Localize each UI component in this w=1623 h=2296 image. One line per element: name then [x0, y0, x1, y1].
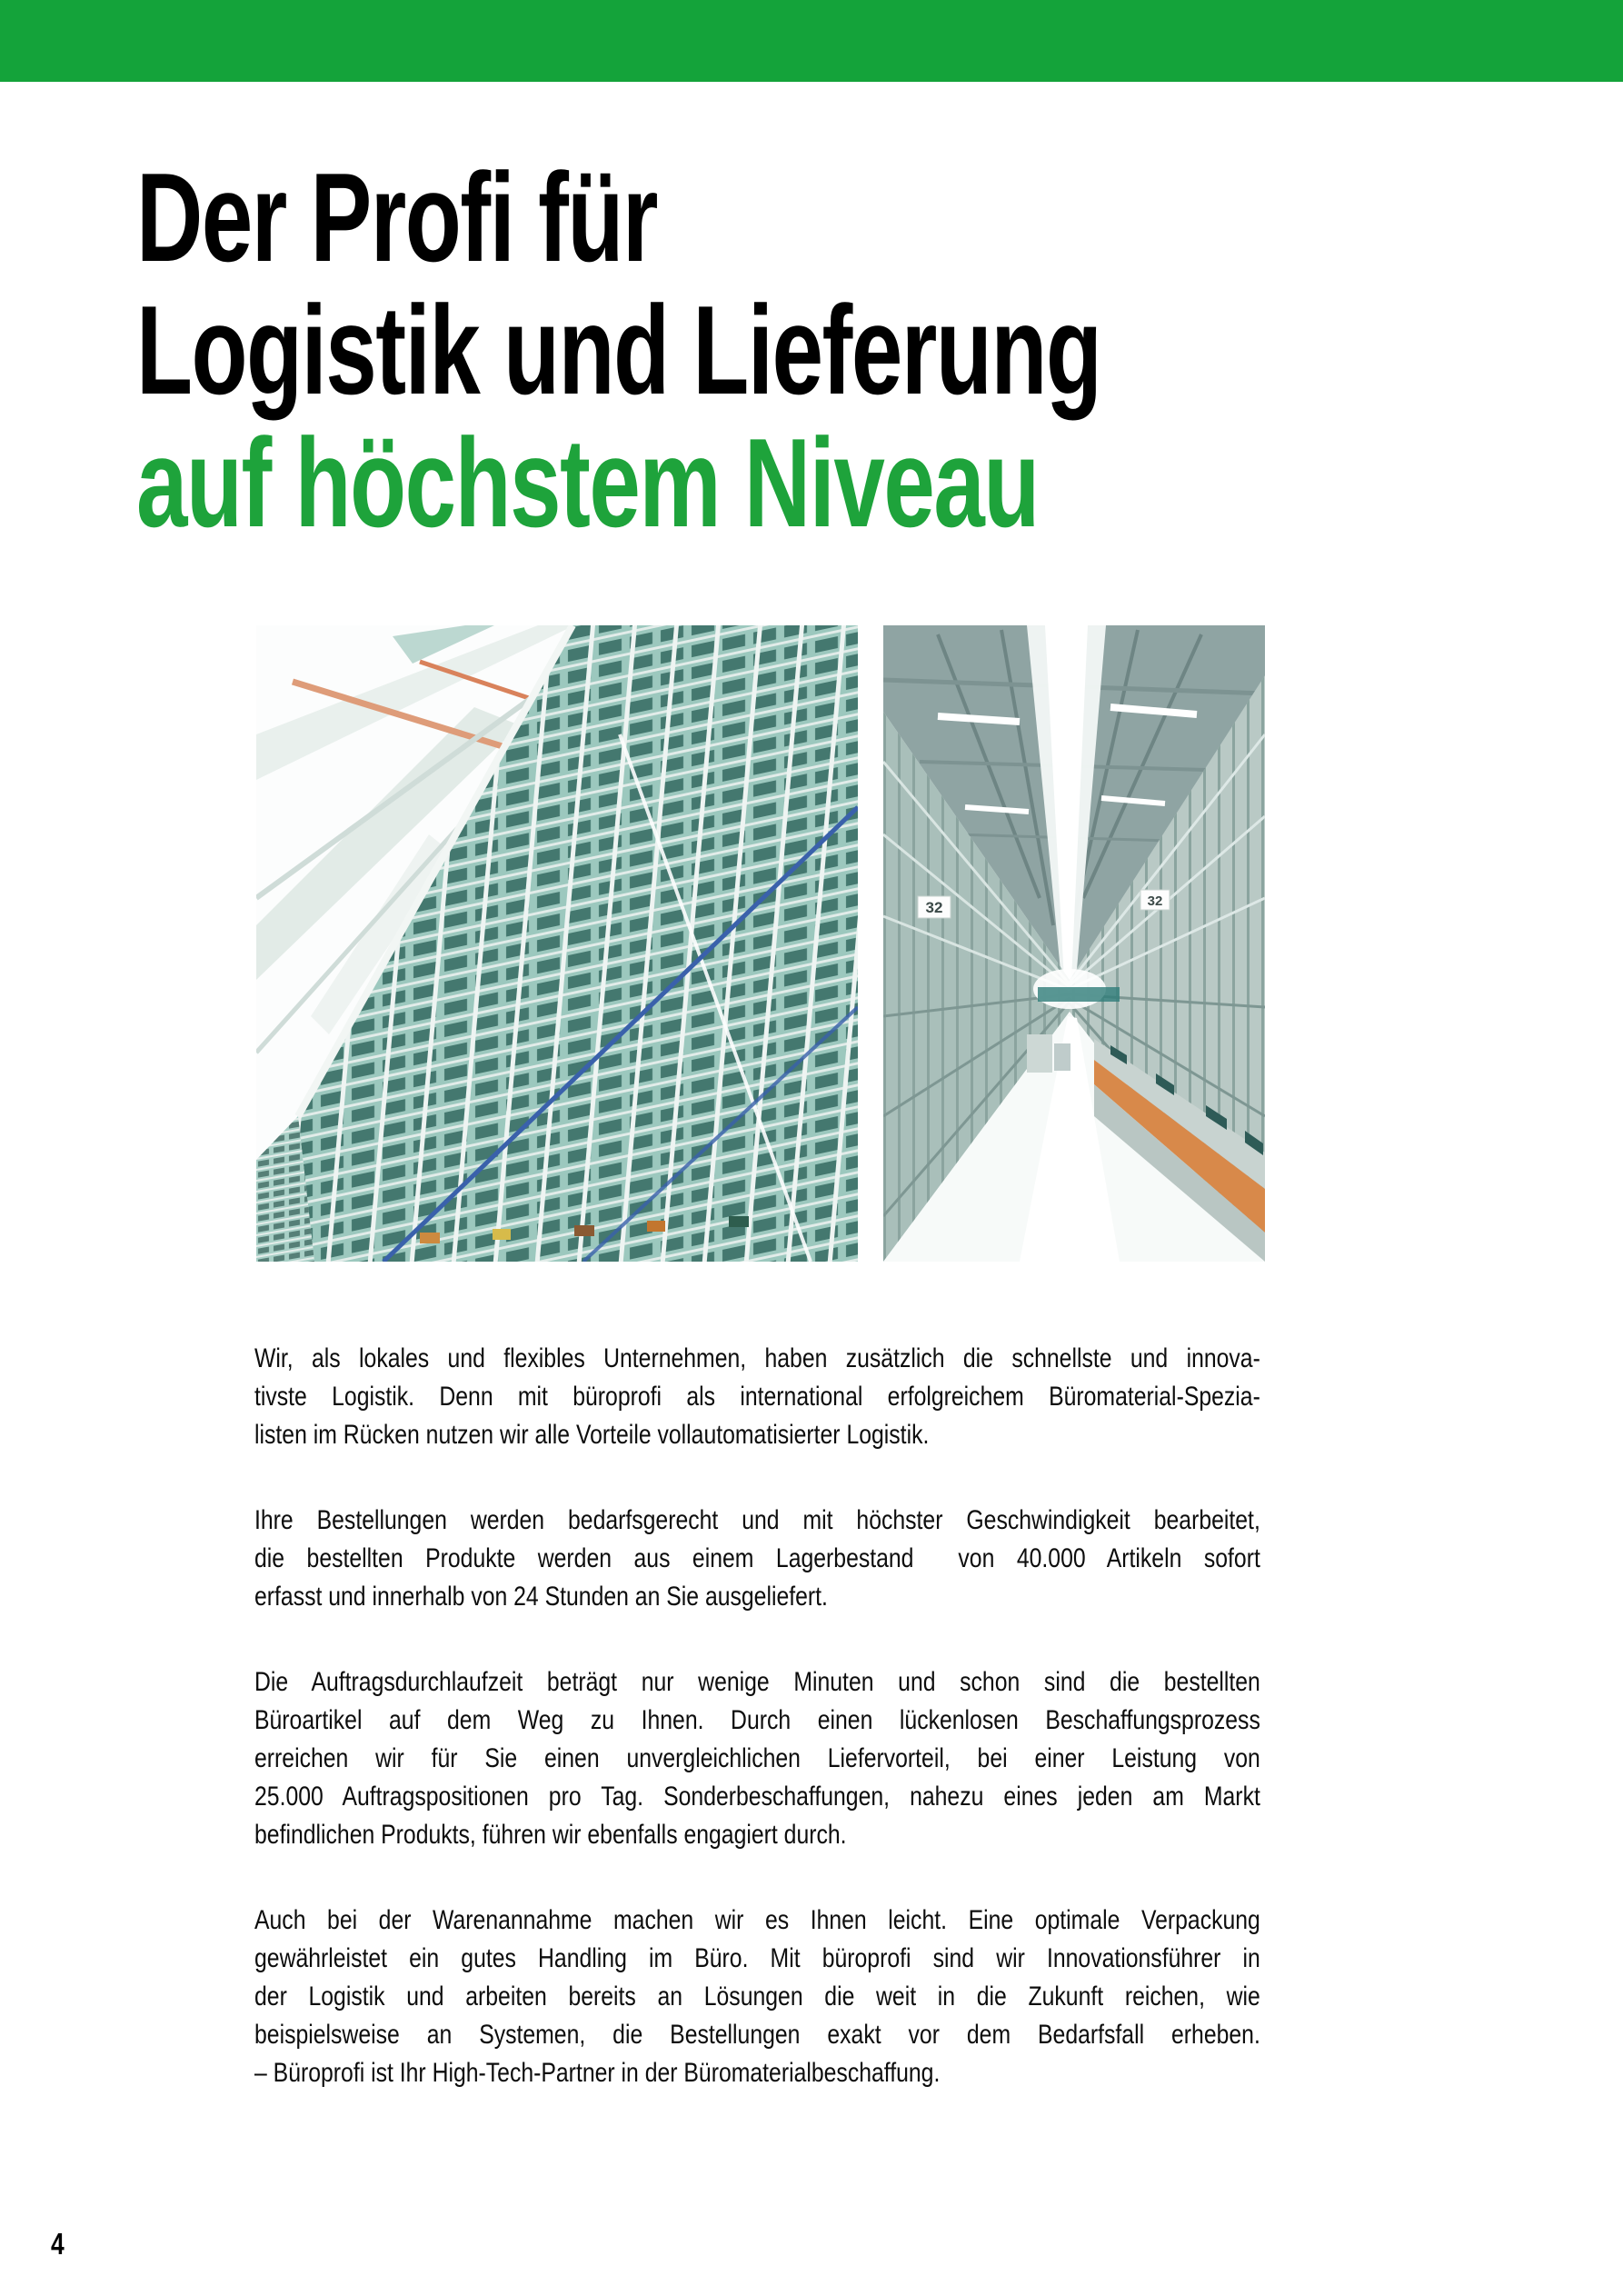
warehouse-photo-left — [256, 625, 858, 1262]
paragraph — [254, 1340, 1260, 1454]
text-line: erreichen wir für Sie einen unvergleichlichen Liefervorteil, bei einer Leistung von — [254, 1743, 1260, 1773]
text-line: die bestellten Produkte werden aus einem Lagerbestand von 40.000 Artikeln sofort — [254, 1543, 1260, 1573]
page-number: 4 — [51, 2227, 65, 2261]
rack-label-right — [1140, 890, 1170, 910]
text-line: Die Auftragsdurchlaufzeit beträgt nur wenige Minuten und schon sind die bestellten — [254, 1667, 1260, 1697]
text-line: der Logistik und arbeiten bereits an Lösungen die weit in die Zukunft reichen, wie — [254, 1982, 1260, 2011]
paragraph — [254, 1902, 1260, 2092]
text-line: Wir, als lokales und flexibles Unternehmen, haben zusätzlich die schnellste und innova- — [254, 1343, 1260, 1373]
body-text — [254, 1340, 1260, 2140]
text-line: gewährleistet ein gutes Handling im Büro. Mit büroprofi sind wir Innovationsführer in — [254, 1943, 1260, 1973]
text-line: Büroartikel auf dem Weg zu Ihnen. Durch einen lückenlosen Beschaffungsprozess — [254, 1705, 1260, 1735]
page-title-line-3: auf höchstem Niveau — [136, 413, 1039, 554]
warehouse-photo-right — [883, 625, 1265, 1262]
text-line: Ihre Bestellungen werden bedarfsgerecht und mit höchster Geschwindigkeit bearbeitet, — [254, 1505, 1260, 1535]
page-title-line-2: Logistik und Lieferung — [136, 280, 1101, 421]
paragraph — [254, 1663, 1260, 1854]
text-line: 25.000 Auftragspositionen pro Tag. Sonderbeschaffungen, nahezu eines jeden am Markt — [254, 1782, 1260, 1812]
rack-label-right-text: 32 — [1147, 893, 1163, 909]
text-line: erfasst und innerhalb von 24 Stunden an Sie ausgeliefert. — [254, 1582, 828, 1612]
paragraph — [254, 1502, 1260, 1616]
rack-label-left — [918, 896, 951, 918]
text-line: Auch bei der Warenannahme machen wir es Ihnen leicht. Eine optimale Verpackung — [254, 1905, 1260, 1935]
page-title — [136, 147, 1101, 554]
text-line: – Büroprofi ist Ihr High-Tech-Partner in der Büromaterialbeschaffung. — [254, 2058, 941, 2088]
text-line: listen im Rücken nutzen wir alle Vorteile vollautomatisierter Logistik. — [254, 1420, 930, 1450]
text-line: beispielsweise an Systemen, die Bestellungen exakt vor dem Bedarfsfall erheben. — [254, 2020, 1260, 2050]
text-line: tivste Logistik. Denn mit büroprofi als international erfolgreichem Büromaterial-Spezia- — [254, 1382, 1260, 1412]
warehouse-aisle-illustration — [883, 625, 1265, 1262]
header-green-bar — [0, 0, 1623, 82]
text-line: befindlichen Produkts, führen wir ebenfalls engagiert durch. — [254, 1820, 847, 1850]
rack-label-left-text: 32 — [925, 899, 943, 916]
page-title-line-1: Der Profi für — [136, 147, 658, 288]
warehouse-rack-illustration — [256, 625, 858, 1262]
